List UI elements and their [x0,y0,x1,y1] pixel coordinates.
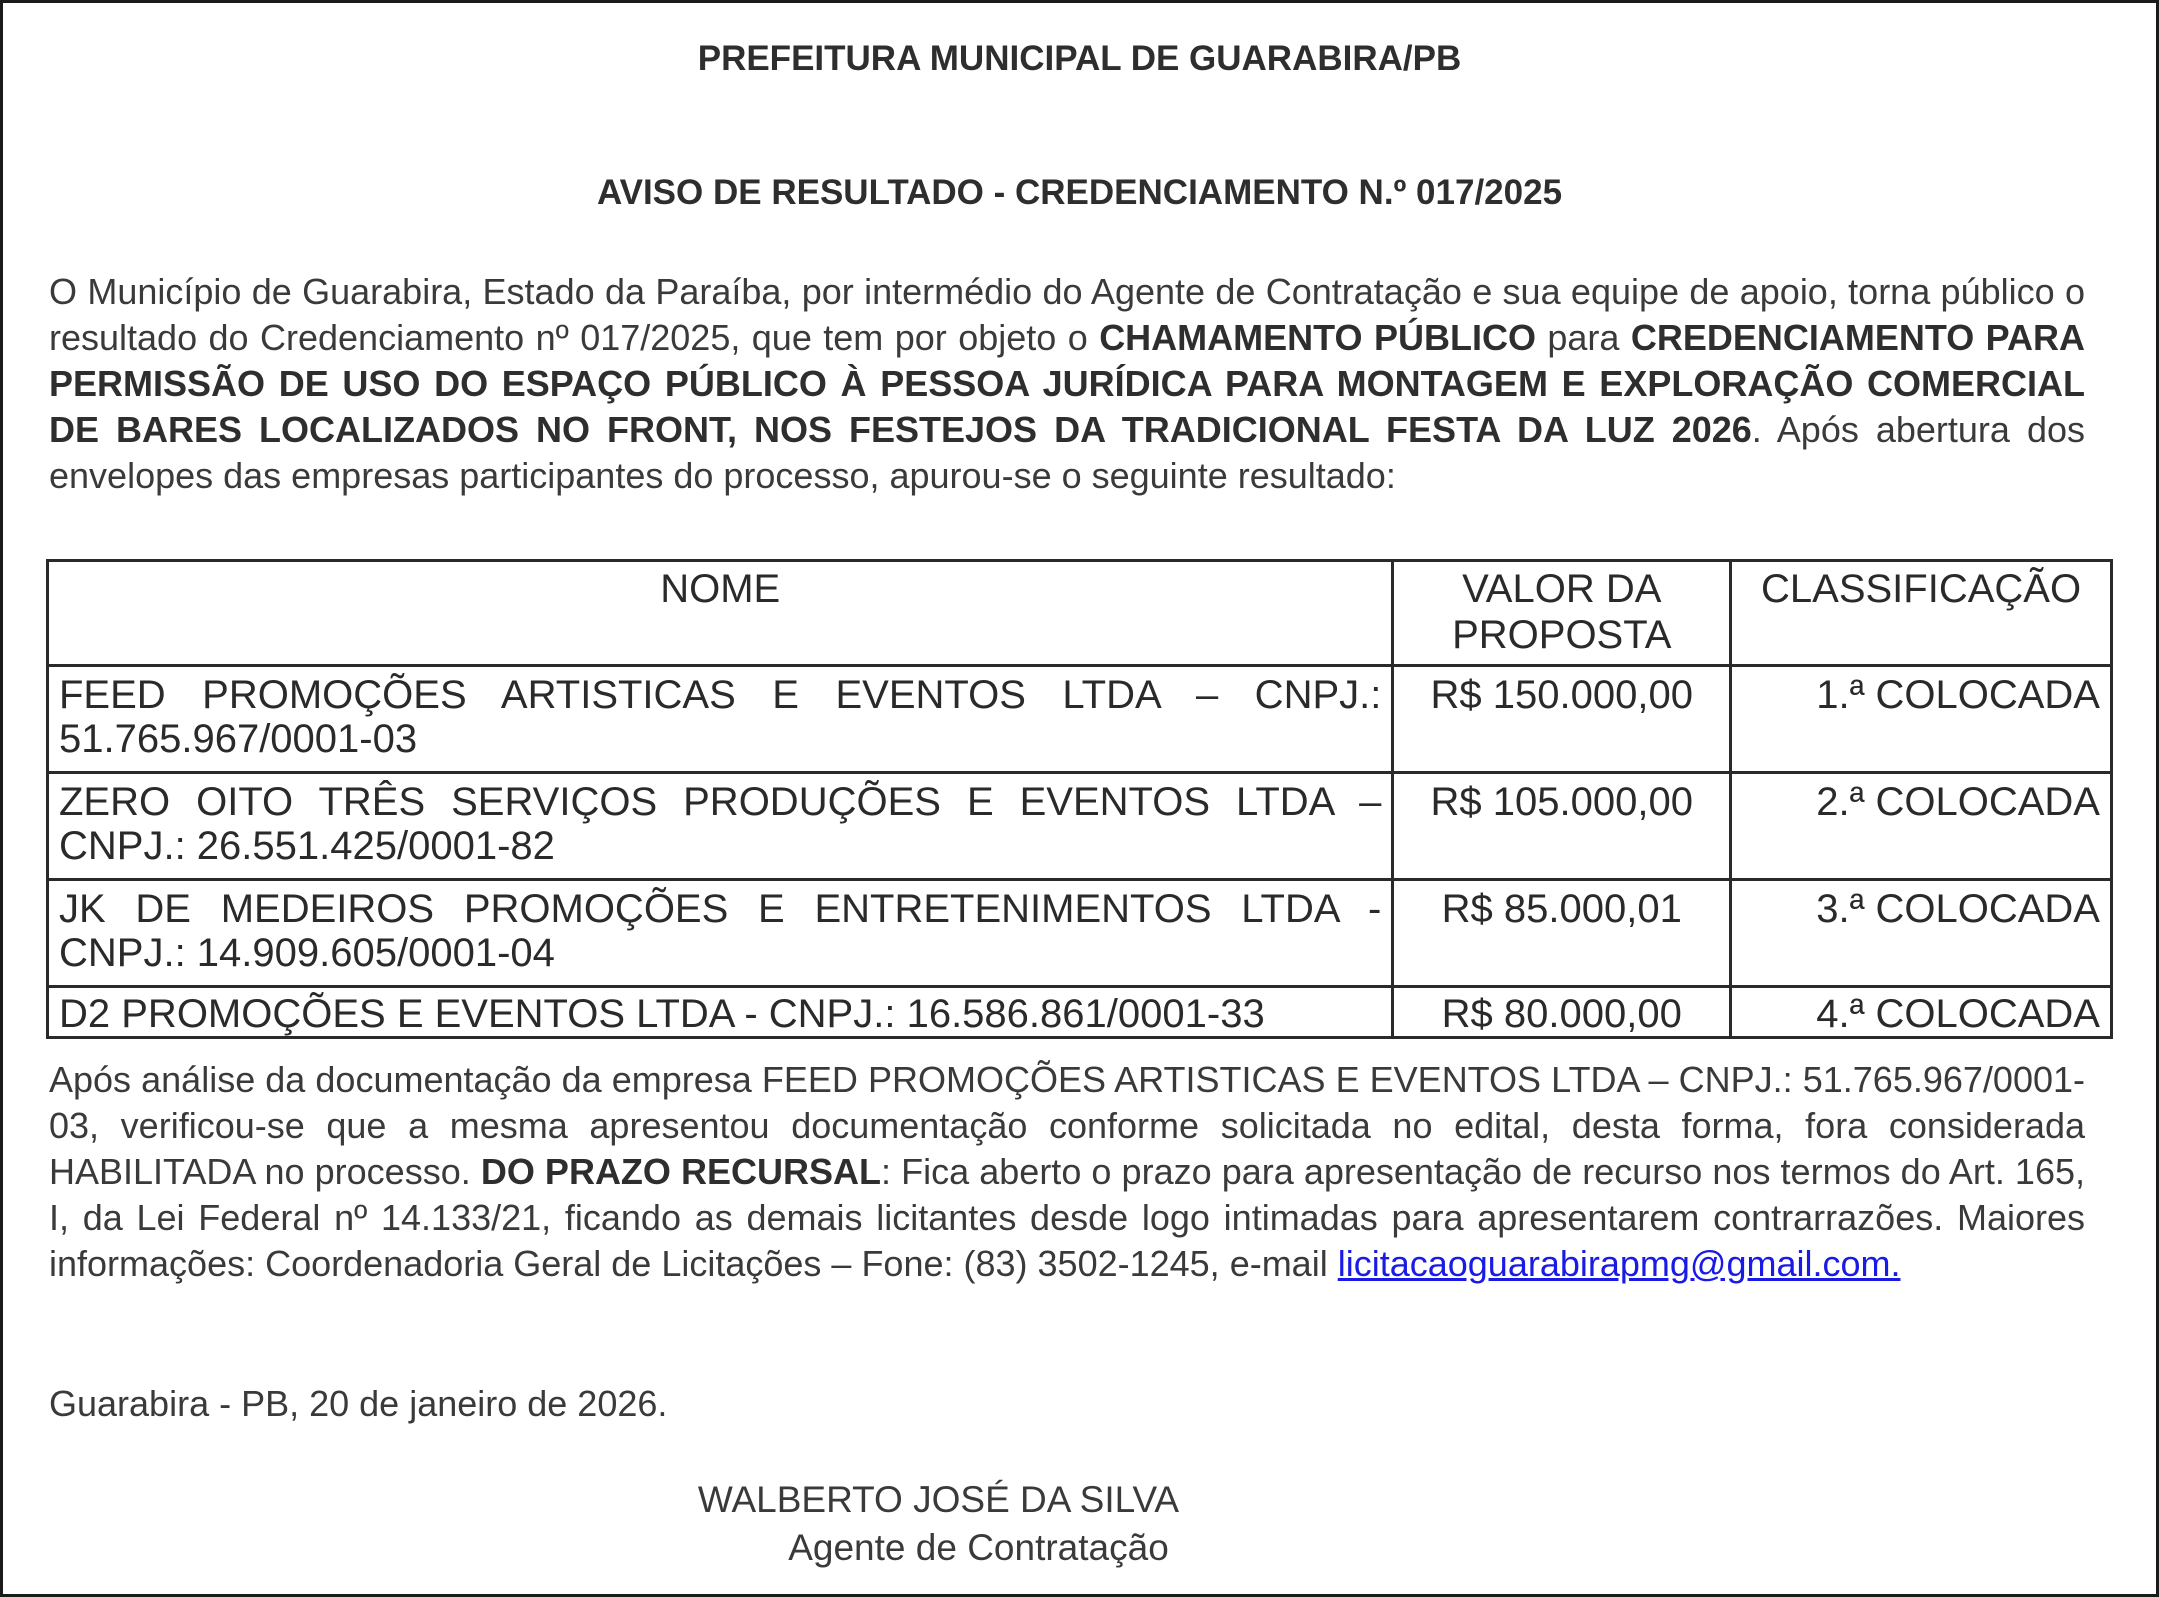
proposal-value-cell: R$ 80.000,00 [1393,987,1731,1038]
company-name-cell: D2 PROMOÇÕES E EVENTOS LTDA - CNPJ.: 16.586.861/0001-33 [48,987,1393,1038]
company-name-cell: JK DE MEDEIROS PROMOÇÕES E ENTRETENIMENTOS LTDA - CNPJ.: 14.909.605/0001-04 [48,880,1393,987]
after-text-2: : Fica aberto o prazo para apresentação de recurso nos termos do Art. 165, I, da Lei Federal nº 14.133/21, ficando as demais licitantes desde logo intimadas para apresentarem contrarrazões. Maiores informações: Coordenadoria Geral de Licitações – Fone: (83) 3502-1245, e-mail [49,1151,2085,1284]
intro-bold-1: CHAMAMENTO PÚBLICO [1099,317,1536,358]
intro-bold-2: CREDENCIAMENTO PARA PERMISSÃO DE USO DO ESPAÇO PÚBLICO À PESSOA JURÍDICA PARA MONTAGEM E EXPLORAÇÃO COMERCIAL DE BARES LOCALIZADOS NO FRONT, NOS FESTEJOS DA TRADICIONAL FESTA DA LUZ 2026 [49,317,2086,450]
intro-paragraph [49,269,2085,499]
intro-text-2: para [1535,317,1631,358]
notice-title: AVISO DE RESULTADO - CREDENCIAMENTO N.º 017/2025 [596,173,1563,212]
classification-cell: 2.ª COLOCADA [1731,773,2112,880]
proposal-value-cell: R$ 105.000,00 [1393,773,1731,880]
proposal-value-cell: R$ 150.000,00 [1393,666,1731,773]
intro-text-1: O Município de Guarabira, Estado da Paraíba, por intermédio do Agente de Contratação e sua equipe de apoio, torna público o resultado do Credenciamento nº 017/2025, que tem por objeto o [49,271,2085,358]
signatory-name: WALBERTO JOSÉ DA SILVA [697,1479,1180,1520]
date-line: Guarabira - PB, 20 de janeiro de 2026. [49,1383,668,1424]
table-row [48,773,2112,880]
city-hall-title: PREFEITURA MUNICIPAL DE GUARABIRA/PB [697,39,1462,78]
table-row [48,666,2112,773]
email-link[interactable]: licitacaoguarabirapmg@gmail.com. [1337,1243,1901,1284]
after-text-1: Após análise da documentação da empresa FEED PROMOÇÕES ARTISTICAS E EVENTOS LTDA – CNPJ.: 51.765.967/0001-03, verificou-se que a mesma apresentou documentação conforme solicitada no edital, desta forma, fora considerada HABILITADA no processo. [49,1059,2085,1192]
column-header-name: NOME [48,561,1393,666]
table-row [48,880,2112,987]
classification-cell: 4.ª COLOCADA [1731,987,2112,1038]
company-name-cell: FEED PROMOÇÕES ARTISTICAS E EVENTOS LTDA – CNPJ.: 51.765.967/0001-03 [48,666,1393,773]
habilitation-paragraph [49,1057,2085,1287]
intro-text-3: . Após abertura dos envelopes das empresas participantes do processo, apurou-se o seguinte resultado: [49,409,2085,496]
results-table [46,559,2113,1039]
after-bold: DO PRAZO RECURSAL [480,1151,882,1192]
classification-cell: 3.ª COLOCADA [1731,880,2112,987]
company-name-cell: ZERO OITO TRÊS SERVIÇOS PRODUÇÕES E EVENTOS LTDA – CNPJ.: 26.551.425/0001-82 [48,773,1393,880]
table-row [48,987,2112,1038]
proposal-value-cell: R$ 85.000,01 [1393,880,1731,987]
column-header-value: VALOR DA PROPOSTA [1393,561,1731,666]
signatory-role: Agente de Contratação [788,1527,1169,1568]
classification-cell: 1.ª COLOCADA [1731,666,2112,773]
column-header-classification: CLASSIFICAÇÃO [1731,561,2112,666]
table-header-row [48,561,2112,666]
